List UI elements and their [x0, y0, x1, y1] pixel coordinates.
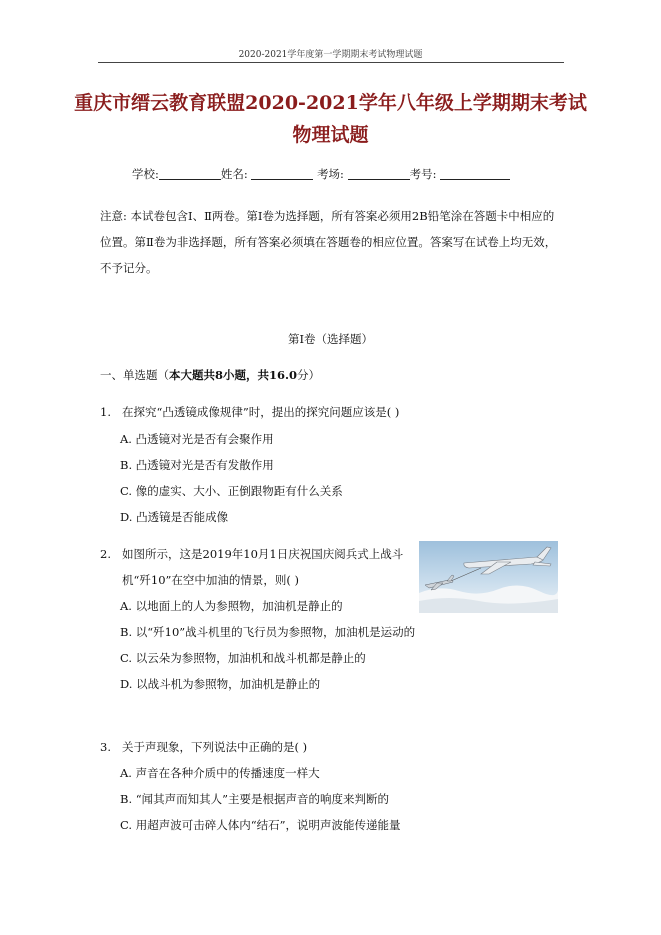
question-number: 2.	[100, 547, 111, 561]
question-number: 3.	[100, 740, 111, 754]
section-heading: 第Ⅰ卷（选择题）	[287, 332, 374, 346]
room-label: 考场:	[317, 167, 344, 181]
question-3-stem	[100, 739, 307, 755]
exam-title: 重庆市缙云教育联盟2020-2021学年八年级上学期期末考试	[74, 92, 587, 114]
school-label: 学校:	[132, 167, 159, 181]
school-blank	[159, 167, 221, 180]
question-1-option-b: B. 凸透镜对光是否有发散作用	[120, 458, 274, 472]
part-heading	[100, 367, 320, 383]
part-prefix: 一、单选题（	[100, 368, 169, 382]
question-2-stem-cont: 机“歼10”在空中加油的情景，则( )	[122, 573, 300, 587]
exam-subtitle: 物理试题	[292, 124, 369, 146]
part-score: 16.0	[269, 368, 298, 382]
question-2-option-d: D. 以战斗机为参照物，加油机是静止的	[120, 677, 321, 691]
part-suffix: 分）	[297, 368, 321, 382]
question-1-option-c: C. 像的虚实、大小、正倒跟物距有什么关系	[120, 484, 343, 498]
name-label: 姓名:	[220, 167, 248, 181]
question-text: 关于声现象，下列说法中正确的是( )	[122, 740, 308, 754]
question-2-option-c: C. 以云朵为参照物，加油机和战斗机都是静止的	[120, 651, 366, 665]
page-header: 2020-2021学年度第一学期期末考试物理试题	[238, 50, 423, 60]
question-3-option-c: C. 用超声波可击碎人体内“结石”，说明声波能传递能量	[120, 818, 401, 832]
question-1-option-a: A. 凸透镜对光是否有会聚作用	[120, 432, 274, 446]
header-divider	[98, 62, 564, 63]
question-1-option-d: D. 凸透镜是否能成像	[120, 510, 229, 524]
number-blank	[440, 167, 510, 180]
student-info-fields	[132, 166, 510, 182]
exam-notice: 注意: 本试卷包含Ⅰ、Ⅱ两卷。第Ⅰ卷为选择题，所有答案必须用2B铅笔涂在答题卡中相应的位置。第Ⅱ卷为非选择题，所有答案必须填在答题卷的相应位置。答案写在试卷上均无效，不予记分。	[100, 209, 557, 275]
question-2-option-b: B. 以“歼10”战斗机里的飞行员为参照物，加油机是运动的	[120, 625, 416, 639]
room-blank	[348, 167, 410, 180]
question-text: 如图所示，这是2019年10月1日庆祝国庆阅兵式上战斗	[122, 547, 404, 561]
question-number: 1.	[100, 405, 111, 419]
question-2-stem	[100, 546, 403, 562]
number-label: 考号:	[409, 167, 437, 181]
question-2-option-a: A. 以地面上的人为参照物，加油机是静止的	[120, 599, 343, 613]
question-3-option-b: B. “闻其声而知其人”主要是根据声音的响度来判断的	[120, 792, 390, 806]
part-count: 8	[215, 368, 224, 382]
question-3-option-a: A. 声音在各种介质中的传播速度一样大	[120, 766, 320, 780]
question-1-stem	[100, 404, 399, 420]
question-text: 在探究“凸透镜成像规律”时，提出的探究问题应该是( )	[122, 405, 400, 419]
aircraft-refueling-photo	[419, 541, 558, 613]
part-desc-b: 小题，共	[223, 368, 270, 382]
part-desc-a: 本大题共	[169, 368, 215, 382]
name-blank	[251, 167, 313, 180]
